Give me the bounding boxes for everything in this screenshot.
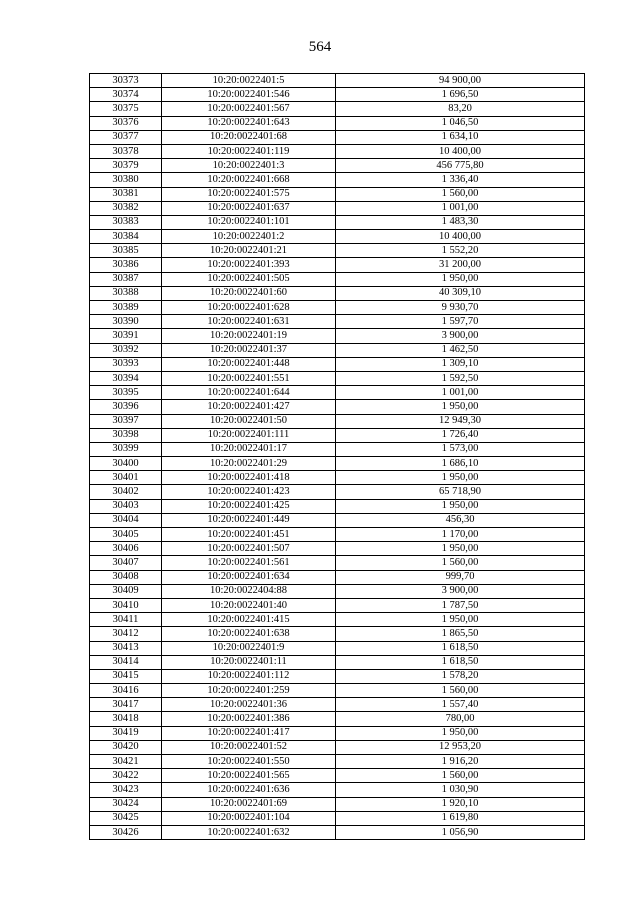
- cadastral-number-cell: 10:20:0022401:60: [162, 286, 336, 300]
- row-number-cell: 30412: [90, 627, 162, 641]
- value-cell: 780,00: [336, 712, 585, 726]
- cadastral-number-cell: 10:20:0022401:3: [162, 159, 336, 173]
- row-number-cell: 30414: [90, 655, 162, 669]
- row-number-cell: 30424: [90, 797, 162, 811]
- value-cell: 1 950,00: [336, 471, 585, 485]
- cadastral-number-cell: 10:20:0022401:37: [162, 343, 336, 357]
- cadastral-number-cell: 10:20:0022401:448: [162, 357, 336, 371]
- table-row: [90, 641, 585, 655]
- row-number-cell: 30410: [90, 598, 162, 612]
- row-number-cell: 30378: [90, 144, 162, 158]
- table-row: [90, 400, 585, 414]
- row-number-cell: 30426: [90, 825, 162, 839]
- cadastral-number-cell: 10:20:0022401:101: [162, 215, 336, 229]
- cadastral-number-cell: 10:20:0022401:668: [162, 173, 336, 187]
- row-number-cell: 30384: [90, 230, 162, 244]
- table-row: [90, 88, 585, 102]
- cadastral-number-cell: 10:20:0022401:550: [162, 755, 336, 769]
- row-number-cell: 30419: [90, 726, 162, 740]
- row-number-cell: 30387: [90, 272, 162, 286]
- table-row: [90, 159, 585, 173]
- table-row: [90, 286, 585, 300]
- value-cell: 1 001,00: [336, 201, 585, 215]
- cadastral-number-cell: 10:20:0022401:11: [162, 655, 336, 669]
- row-number-cell: 30392: [90, 343, 162, 357]
- value-cell: 1 787,50: [336, 598, 585, 612]
- table-row: [90, 613, 585, 627]
- table-row: [90, 669, 585, 683]
- value-cell: 1 573,00: [336, 442, 585, 456]
- cadastral-number-cell: 10:20:0022401:507: [162, 542, 336, 556]
- value-cell: 83,20: [336, 102, 585, 116]
- cadastral-number-cell: 10:20:0022401:69: [162, 797, 336, 811]
- table-row: [90, 769, 585, 783]
- cadastral-number-cell: 10:20:0022401:104: [162, 811, 336, 825]
- cadastral-number-cell: 10:20:0022401:68: [162, 130, 336, 144]
- value-cell: 1 618,50: [336, 655, 585, 669]
- value-cell: 1 726,40: [336, 428, 585, 442]
- value-cell: 1 560,00: [336, 187, 585, 201]
- cadastral-number-cell: 10:20:0022401:40: [162, 598, 336, 612]
- value-cell: 999,70: [336, 570, 585, 584]
- table-row: [90, 230, 585, 244]
- value-cell: 94 900,00: [336, 74, 585, 88]
- row-number-cell: 30383: [90, 215, 162, 229]
- cadastral-number-cell: 10:20:0022401:423: [162, 485, 336, 499]
- row-number-cell: 30405: [90, 528, 162, 542]
- cadastral-number-cell: 10:20:0022401:418: [162, 471, 336, 485]
- table-row: [90, 655, 585, 669]
- table-row: [90, 357, 585, 371]
- table-row: [90, 315, 585, 329]
- row-number-cell: 30421: [90, 755, 162, 769]
- row-number-cell: 30385: [90, 244, 162, 258]
- cadastral-number-cell: 10:20:0022401:551: [162, 371, 336, 385]
- table-row: [90, 825, 585, 839]
- row-number-cell: 30380: [90, 173, 162, 187]
- table-row: [90, 755, 585, 769]
- row-number-cell: 30379: [90, 159, 162, 173]
- cadastral-number-cell: 10:20:0022401:567: [162, 102, 336, 116]
- value-cell: 456,30: [336, 513, 585, 527]
- value-cell: 1 462,50: [336, 343, 585, 357]
- value-cell: 1 916,20: [336, 755, 585, 769]
- value-cell: 1 336,40: [336, 173, 585, 187]
- cadastral-number-cell: 10:20:0022401:259: [162, 684, 336, 698]
- table-row: [90, 485, 585, 499]
- row-number-cell: 30388: [90, 286, 162, 300]
- table-row: [90, 797, 585, 811]
- value-cell: 456 775,80: [336, 159, 585, 173]
- value-cell: 1 634,10: [336, 130, 585, 144]
- row-number-cell: 30395: [90, 386, 162, 400]
- value-cell: 1 170,00: [336, 528, 585, 542]
- table-row: [90, 471, 585, 485]
- value-cell: 9 930,70: [336, 301, 585, 315]
- row-number-cell: 30393: [90, 357, 162, 371]
- table-row: [90, 811, 585, 825]
- value-cell: 1 592,50: [336, 371, 585, 385]
- row-number-cell: 30397: [90, 414, 162, 428]
- table-row: [90, 556, 585, 570]
- table-row: [90, 542, 585, 556]
- row-number-cell: 30399: [90, 442, 162, 456]
- table-row: [90, 598, 585, 612]
- cadastral-number-cell: 10:20:0022401:644: [162, 386, 336, 400]
- cadastral-number-cell: 10:20:0022401:634: [162, 570, 336, 584]
- cadastral-number-cell: 10:20:0022401:112: [162, 669, 336, 683]
- cadastral-number-cell: 10:20:0022404:88: [162, 584, 336, 598]
- table-row: [90, 698, 585, 712]
- value-cell: 1 865,50: [336, 627, 585, 641]
- row-number-cell: 30422: [90, 769, 162, 783]
- value-cell: 10 400,00: [336, 230, 585, 244]
- row-number-cell: 30406: [90, 542, 162, 556]
- row-number-cell: 30377: [90, 130, 162, 144]
- cadastral-number-cell: 10:20:0022401:643: [162, 116, 336, 130]
- row-number-cell: 30409: [90, 584, 162, 598]
- cadastral-number-cell: 10:20:0022401:17: [162, 442, 336, 456]
- row-number-cell: 30418: [90, 712, 162, 726]
- cadastral-number-cell: 10:20:0022401:449: [162, 513, 336, 527]
- cadastral-number-cell: 10:20:0022401:9: [162, 641, 336, 655]
- cadastral-number-cell: 10:20:0022401:52: [162, 740, 336, 754]
- cadastral-number-cell: 10:20:0022401:393: [162, 258, 336, 272]
- table-row: [90, 414, 585, 428]
- value-cell: 1 056,90: [336, 825, 585, 839]
- table-row: [90, 244, 585, 258]
- table-row: [90, 201, 585, 215]
- value-cell: 10 400,00: [336, 144, 585, 158]
- table-row: [90, 144, 585, 158]
- cadastral-number-cell: 10:20:0022401:575: [162, 187, 336, 201]
- row-number-cell: 30403: [90, 499, 162, 513]
- row-number-cell: 30373: [90, 74, 162, 88]
- row-number-cell: 30401: [90, 471, 162, 485]
- value-cell: 3 900,00: [336, 584, 585, 598]
- table-row: [90, 301, 585, 315]
- table-row: [90, 343, 585, 357]
- value-cell: 1 950,00: [336, 272, 585, 286]
- row-number-cell: 30375: [90, 102, 162, 116]
- table-row: [90, 457, 585, 471]
- cadastral-number-cell: 10:20:0022401:386: [162, 712, 336, 726]
- table-row: [90, 102, 585, 116]
- row-number-cell: 30416: [90, 684, 162, 698]
- value-cell: 1 686,10: [336, 457, 585, 471]
- cadastral-number-cell: 10:20:0022401:36: [162, 698, 336, 712]
- row-number-cell: 30411: [90, 613, 162, 627]
- row-number-cell: 30390: [90, 315, 162, 329]
- table-row: [90, 712, 585, 726]
- value-cell: 3 900,00: [336, 329, 585, 343]
- value-cell: 1 950,00: [336, 499, 585, 513]
- page-number: 564: [308, 39, 332, 55]
- table-row: [90, 684, 585, 698]
- table-row: [90, 783, 585, 797]
- row-number-cell: 30413: [90, 641, 162, 655]
- table-row: [90, 74, 585, 88]
- row-number-cell: 30402: [90, 485, 162, 499]
- value-cell: 1 618,50: [336, 641, 585, 655]
- value-cell: 1 696,50: [336, 88, 585, 102]
- value-cell: 1 950,00: [336, 613, 585, 627]
- cadastral-number-cell: 10:20:0022401:451: [162, 528, 336, 542]
- value-cell: 1 560,00: [336, 769, 585, 783]
- value-cell: 12 953,20: [336, 740, 585, 754]
- row-number-cell: 30386: [90, 258, 162, 272]
- table-row: [90, 513, 585, 527]
- table-row: [90, 215, 585, 229]
- value-cell: 1 578,20: [336, 669, 585, 683]
- row-number-cell: 30376: [90, 116, 162, 130]
- table-row: [90, 386, 585, 400]
- value-cell: 1 920,10: [336, 797, 585, 811]
- table-row: [90, 528, 585, 542]
- value-cell: 1 950,00: [336, 726, 585, 740]
- cadastral-number-cell: 10:20:0022401:546: [162, 88, 336, 102]
- cadastral-number-cell: 10:20:0022401:29: [162, 457, 336, 471]
- row-number-cell: 30396: [90, 400, 162, 414]
- value-cell: 1 001,00: [336, 386, 585, 400]
- cadastral-number-cell: 10:20:0022401:632: [162, 825, 336, 839]
- registry-table-body: [90, 74, 585, 840]
- cadastral-number-cell: 10:20:0022401:636: [162, 783, 336, 797]
- value-cell: 1 619,80: [336, 811, 585, 825]
- value-cell: 1 557,40: [336, 698, 585, 712]
- cadastral-number-cell: 10:20:0022401:561: [162, 556, 336, 570]
- cadastral-number-cell: 10:20:0022401:2: [162, 230, 336, 244]
- table-row: [90, 428, 585, 442]
- cadastral-number-cell: 10:20:0022401:21: [162, 244, 336, 258]
- value-cell: 65 718,90: [336, 485, 585, 499]
- value-cell: 40 309,10: [336, 286, 585, 300]
- value-cell: 1 560,00: [336, 556, 585, 570]
- table-row: [90, 570, 585, 584]
- row-number-cell: 30374: [90, 88, 162, 102]
- table-row: [90, 726, 585, 740]
- cadastral-number-cell: 10:20:0022401:19: [162, 329, 336, 343]
- value-cell: 1 950,00: [336, 542, 585, 556]
- table-row: [90, 187, 585, 201]
- row-number-cell: 30425: [90, 811, 162, 825]
- row-number-cell: 30420: [90, 740, 162, 754]
- table-row: [90, 627, 585, 641]
- row-number-cell: 30407: [90, 556, 162, 570]
- cadastral-number-cell: 10:20:0022401:425: [162, 499, 336, 513]
- value-cell: 1 309,10: [336, 357, 585, 371]
- value-cell: 1 030,90: [336, 783, 585, 797]
- cadastral-number-cell: 10:20:0022401:505: [162, 272, 336, 286]
- cadastral-number-cell: 10:20:0022401:111: [162, 428, 336, 442]
- row-number-cell: 30408: [90, 570, 162, 584]
- value-cell: 1 046,50: [336, 116, 585, 130]
- cadastral-number-cell: 10:20:0022401:638: [162, 627, 336, 641]
- row-number-cell: 30398: [90, 428, 162, 442]
- value-cell: 1 597,70: [336, 315, 585, 329]
- cadastral-number-cell: 10:20:0022401:565: [162, 769, 336, 783]
- row-number-cell: 30382: [90, 201, 162, 215]
- row-number-cell: 30389: [90, 301, 162, 315]
- cadastral-number-cell: 10:20:0022401:417: [162, 726, 336, 740]
- table-row: [90, 584, 585, 598]
- table-row: [90, 740, 585, 754]
- table-row: [90, 499, 585, 513]
- table-row: [90, 371, 585, 385]
- value-cell: 31 200,00: [336, 258, 585, 272]
- row-number-cell: 30400: [90, 457, 162, 471]
- table-row: [90, 272, 585, 286]
- cadastral-number-cell: 10:20:0022401:50: [162, 414, 336, 428]
- row-number-cell: 30381: [90, 187, 162, 201]
- row-number-cell: 30391: [90, 329, 162, 343]
- cadastral-number-cell: 10:20:0022401:628: [162, 301, 336, 315]
- value-cell: 1 552,20: [336, 244, 585, 258]
- value-cell: 1 950,00: [336, 400, 585, 414]
- row-number-cell: 30423: [90, 783, 162, 797]
- cadastral-number-cell: 10:20:0022401:5: [162, 74, 336, 88]
- value-cell: 1 560,00: [336, 684, 585, 698]
- table-row: [90, 258, 585, 272]
- row-number-cell: 30415: [90, 669, 162, 683]
- row-number-cell: 30394: [90, 371, 162, 385]
- table-row: [90, 116, 585, 130]
- cadastral-number-cell: 10:20:0022401:637: [162, 201, 336, 215]
- value-cell: 1 483,30: [336, 215, 585, 229]
- cadastral-number-cell: 10:20:0022401:427: [162, 400, 336, 414]
- cadastral-number-cell: 10:20:0022401:631: [162, 315, 336, 329]
- row-number-cell: 30404: [90, 513, 162, 527]
- value-cell: 12 949,30: [336, 414, 585, 428]
- cadastral-number-cell: 10:20:0022401:119: [162, 144, 336, 158]
- table-row: [90, 329, 585, 343]
- table-row: [90, 173, 585, 187]
- row-number-cell: 30417: [90, 698, 162, 712]
- registry-table: [89, 73, 585, 840]
- table-row: [90, 442, 585, 456]
- cadastral-number-cell: 10:20:0022401:415: [162, 613, 336, 627]
- table-row: [90, 130, 585, 144]
